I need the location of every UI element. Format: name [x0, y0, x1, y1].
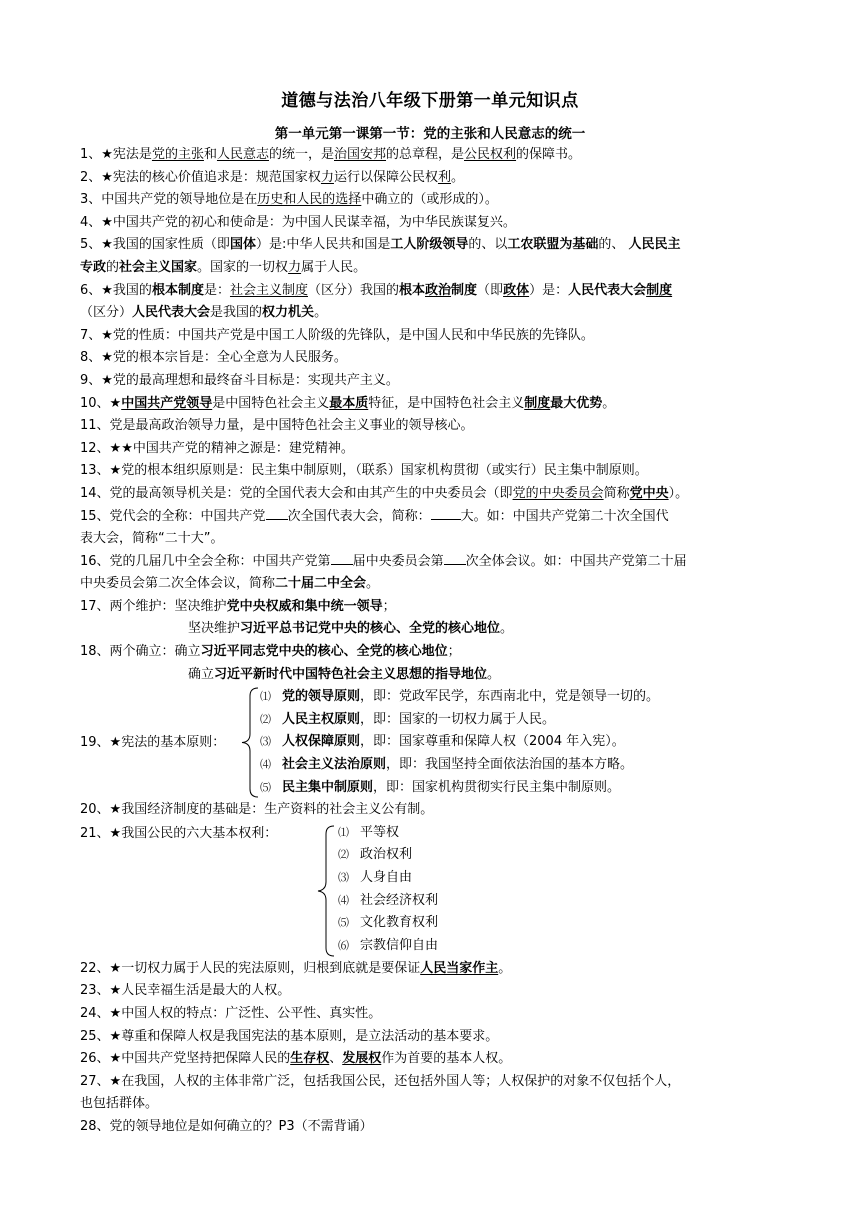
list-item: [80, 596, 780, 619]
list-item: [80, 618, 780, 641]
fill-blank: [331, 552, 353, 565]
text-segment: ★宪法是: [101, 147, 152, 162]
text-segment: 党的几届几中全会全称：中国共产党第: [109, 553, 331, 569]
emphasis-text: 党中央: [629, 485, 669, 501]
basic-rights-group: [80, 822, 780, 958]
sub-item: [260, 731, 659, 754]
text-segment: 作为首要的基本人权。: [381, 1051, 512, 1067]
list-item: [80, 370, 780, 393]
fill-blank: [444, 552, 466, 565]
item-number: 6、: [80, 282, 102, 298]
text-segment: （区分）我国的: [307, 282, 399, 298]
emphasis-text: 人民意志: [216, 147, 269, 162]
emphasis-text: 人民民主: [628, 237, 681, 253]
item-number: 8、: [80, 350, 102, 366]
item-number: 1、: [80, 147, 102, 162]
item-number: 24、: [80, 1006, 110, 1022]
text-segment: ★中国共产党的初心和使命是：为中国人民谋幸福，为中华民族谋复兴。: [101, 214, 516, 230]
list-item: [80, 167, 780, 190]
text-segment: ★★中国共产党的精神之源是：建党精神。: [109, 440, 354, 456]
text-segment: ，即：党政军民学，东西南北中，党是领导一切的。: [360, 689, 660, 705]
item-number: 16、: [80, 553, 110, 569]
sub-item-number: ⑸: [260, 780, 271, 794]
text-segment: ）是：: [529, 282, 569, 298]
emphasis-text: 最本质: [329, 395, 369, 411]
text-segment: 也包括群体。: [80, 1096, 159, 1112]
item-number: 23、: [80, 983, 110, 999]
emphasis-text: 社会主义法治原则: [282, 757, 387, 773]
text-segment: 特征，是中国特色社会主义: [368, 395, 525, 411]
text-segment: ★中国人权的特点：广泛性、公平性、真实性。: [109, 1006, 382, 1022]
emphasis-text: 人民主权原则: [282, 711, 361, 727]
item-number: 28、: [80, 1119, 110, 1134]
list-item: [80, 280, 780, 303]
text-segment: 政治权利: [360, 847, 413, 863]
text-segment: 和: [203, 147, 217, 162]
emphasis-text: 制度: [524, 395, 551, 411]
sub-item: [338, 867, 438, 890]
list-item: [80, 664, 780, 687]
item-number: 10、: [80, 395, 110, 411]
item-number: 2、: [80, 169, 102, 185]
list-item: [80, 325, 780, 348]
text-segment: ★在我国，人权的主体非常广泛，包括我国公民，还包括外国人等；人权保护的对象不仅包括个人，: [109, 1073, 681, 1089]
sub-item: [338, 935, 438, 958]
item-20: [80, 799, 780, 822]
text-segment: ★党的最高理想和最终奋斗目标是：实现共产主义。: [101, 372, 399, 388]
list-item: [80, 1116, 780, 1139]
text-segment: 是：: [203, 282, 230, 298]
text-segment: 大。如：中国共产党第二十次全国代: [460, 508, 669, 524]
item-number: 13、: [80, 463, 110, 479]
emphasis-text: 党中央权威和集中统一领导: [226, 598, 383, 614]
emphasis-text: 历史和人民的选择: [257, 192, 362, 208]
emphasis-text: 根本: [399, 282, 426, 298]
text-segment: ；: [447, 644, 461, 660]
text-segment: 次全国代表大会，简称：: [287, 508, 431, 524]
sub-item: [338, 844, 438, 867]
text-segment: 平等权: [360, 824, 400, 840]
emphasis-text: 习近平同志党中央的核心、全党的核心地位: [200, 644, 448, 660]
list-item: [80, 347, 780, 370]
text-segment: 的、: [598, 237, 629, 253]
text-segment: 。: [500, 621, 514, 637]
emphasis-text: 制度: [646, 282, 673, 298]
emphasis-text: 工农联盟为基础: [507, 237, 599, 253]
list-item: [80, 438, 780, 461]
emphasis-text: 政治: [425, 282, 452, 298]
text-segment: ，即：国家尊重和保障人权（2004 年入宪）。: [360, 734, 625, 750]
text-segment: 属于人民。: [301, 259, 367, 275]
emphasis-text: 社会主义国家: [119, 259, 198, 275]
text-segment: ★我国的: [101, 282, 152, 298]
fill-blank: [431, 507, 461, 520]
sub-item-number: ⑵: [338, 848, 349, 862]
list-item: [80, 1093, 780, 1116]
knowledge-list: [80, 144, 780, 1139]
text-segment: 简称: [603, 485, 630, 501]
emphasis-text: 党的领导原则: [282, 689, 361, 705]
list-item: [80, 528, 780, 551]
emphasis-text: 人民当家作主: [420, 960, 499, 976]
sub-item: [338, 912, 438, 935]
list-item: [80, 189, 780, 212]
text-segment: ★宪法的核心价值追求是：规范国家权: [101, 169, 321, 185]
sub-item-number: ⑵: [260, 712, 271, 726]
text-segment: 。: [314, 305, 328, 321]
list-item: [80, 1003, 780, 1026]
list-item: [80, 641, 780, 664]
item-number: 17、: [80, 598, 110, 614]
group-21-items: [338, 822, 438, 958]
list-item: [80, 393, 780, 416]
sub-item: [260, 777, 659, 800]
text-segment: 的保障书。: [516, 147, 582, 162]
emphasis-text: 人权保障原则: [282, 734, 361, 750]
group-21-label: 21、★我国公民的六大基本权利：: [80, 825, 278, 841]
text-segment: 确立: [188, 666, 215, 682]
emphasis-text: 党的主张: [151, 147, 204, 162]
text-segment: 中国共产党的领导地位是在: [101, 192, 258, 208]
emphasis-text: 最大优势: [550, 395, 603, 411]
text-segment: ，即：我国坚持全面依法治国的基本方略。: [386, 757, 634, 773]
list-item: [80, 506, 780, 529]
item-number: 14、: [80, 485, 110, 501]
list-item: [80, 980, 780, 1003]
list-item: [80, 415, 780, 438]
text-segment: 党代会的全称：中国共产党: [109, 508, 266, 524]
list-item: [80, 257, 780, 280]
text-segment: 宗教信仰自由: [360, 937, 439, 953]
item-number: 5、: [80, 237, 102, 253]
item-number: 22、: [80, 960, 110, 976]
text-segment: 党的领导地位是如何确立的？P3（不需背诵）: [109, 1119, 373, 1134]
constitution-principles-group: [80, 686, 780, 799]
text-segment: 两个维护：坚决维护: [109, 598, 227, 614]
text-segment: 是我国的: [210, 305, 263, 321]
text-segment: 中确立的（或形成的）。: [361, 192, 498, 208]
emphasis-text: 习近平新时代中国特色社会主义思想的指导地位: [214, 666, 488, 682]
list-item: [80, 483, 780, 506]
brace-icon: [240, 686, 260, 799]
emphasis-text: 制度: [451, 282, 478, 298]
text-segment: 的: [106, 259, 120, 275]
sub-item-number: ⑸: [338, 916, 349, 930]
fill-blank: [266, 507, 288, 520]
items-1-18: [80, 144, 780, 686]
text-segment: ★一切权力属于人民的宪法原则，归根到底就是要保证: [109, 960, 421, 976]
text-segment: 。: [498, 960, 512, 976]
list-item: [80, 144, 780, 167]
emphasis-text: 习近平总书记党中央的核心、全党的核心地位: [240, 621, 501, 637]
emphasis-text: 工人阶级领导: [390, 237, 469, 253]
sub-item: [260, 709, 659, 732]
text-segment: 中央委员会第二次全体会议，简称: [80, 576, 276, 592]
list-item: [80, 799, 780, 822]
sub-item: [260, 686, 659, 709]
text-segment: ★中国共产党坚持把保障人民的: [109, 1051, 291, 1067]
list-item: [80, 234, 780, 257]
item-number: 25、: [80, 1028, 110, 1044]
text-segment: 。: [487, 666, 501, 682]
text-segment: ，即：国家机构贯彻实行民主集中制原则。: [373, 779, 621, 795]
items-22-28: [80, 958, 780, 1139]
text-segment: ★党的性质：中国共产党是中国工人阶级的先锋队，是中国人民和中华民族的先锋队。: [101, 327, 594, 343]
item-number: 4、: [80, 214, 102, 230]
emphasis-text: 权力机关: [262, 305, 315, 321]
text-segment: （即: [477, 282, 504, 298]
text-segment: 。: [450, 169, 464, 185]
list-item: [80, 573, 780, 596]
item-number: 26、: [80, 1051, 110, 1067]
text-segment: 。: [602, 395, 616, 411]
text-segment: 坚决维护: [188, 621, 241, 637]
list-item: [80, 1026, 780, 1049]
list-item: [80, 1048, 780, 1071]
sub-item-number: ⑴: [260, 690, 271, 704]
emphasis-text: 国体: [229, 237, 256, 253]
text-segment: 社会经济权利: [360, 892, 439, 908]
item-number: 9、: [80, 372, 102, 388]
text-segment: ★我国经济制度的基础是：生产资料的社会主义公有制。: [109, 802, 434, 818]
sub-item-number: ⑶: [260, 735, 271, 749]
sub-item-number: ⑴: [338, 825, 349, 839]
list-item: [80, 212, 780, 235]
text-segment: 文化教育权利: [360, 915, 439, 931]
sub-item-number: ⑶: [338, 871, 349, 885]
text-segment: ★我国的国家性质（即: [101, 237, 230, 253]
text-segment: （区分）: [80, 305, 133, 321]
list-item: [80, 551, 780, 574]
emphasis-text: 人民代表大会: [132, 305, 211, 321]
text-segment: ★: [109, 395, 122, 411]
list-item: [80, 302, 780, 325]
text-segment: 次全体会议。如：中国共产党第二十届: [465, 553, 687, 569]
text-segment: 、: [329, 1051, 343, 1067]
emphasis-text: 专政: [80, 259, 107, 275]
text-segment: ★党的根本组织原则是：民主集中制原则，（联系）国家机构贯彻（或实行）民主集中制原则。: [109, 463, 648, 479]
emphasis-text: 民主集中制原则: [282, 779, 374, 795]
emphasis-text: 政体: [503, 282, 530, 298]
emphasis-text: 利: [437, 169, 451, 185]
sub-item-number: ⑷: [260, 758, 271, 772]
sub-item: [338, 890, 438, 913]
group-19-label: 19、★宪法的基本原则：: [80, 735, 226, 751]
text-segment: 运行以保障公民权: [333, 169, 438, 185]
text-segment: ；: [382, 598, 396, 614]
emphasis-text: 二十届二中全会: [275, 576, 367, 592]
text-segment: 。国家的一切权: [197, 259, 289, 275]
item-number: 20、: [80, 802, 110, 818]
item-number: 18、: [80, 644, 110, 660]
text-segment: 两个确立：确立: [109, 644, 201, 660]
text-segment: 党是最高政治领导力量，是中国特色社会主义事业的领导核心。: [109, 418, 474, 434]
text-segment: 党的最高领导机关是：党的全国代表大会和由其产生的中央委员会（即: [109, 485, 513, 501]
text-segment: 。: [366, 576, 380, 592]
item-number: 7、: [80, 327, 102, 343]
text-segment: ★尊重和保障人权是我国宪法的基本原则，是立法活动的基本要求。: [109, 1028, 499, 1044]
text-segment: 的、以: [468, 237, 508, 253]
section-subtitle: 第一单元第一课第一节：党的主张和人民意志的统一: [274, 126, 586, 142]
emphasis-text: 力: [288, 259, 302, 275]
emphasis-text: 党的中央委员会: [512, 485, 604, 501]
list-item: [80, 958, 780, 981]
emphasis-text: 根本制度: [151, 282, 204, 298]
text-segment: 届中央委员会第: [352, 553, 444, 569]
text-segment: ★人民幸福生活是最大的人权。: [109, 983, 291, 999]
item-number: 15、: [80, 508, 110, 524]
document-title: 道德与法治八年级下册第一单元知识点: [281, 91, 579, 111]
text-segment: 是中国特色社会主义: [212, 395, 330, 411]
emphasis-text: 治国安邦: [334, 147, 387, 162]
item-number: 27、: [80, 1073, 110, 1089]
text-segment: ）是:中华人民共和国是: [255, 237, 391, 253]
text-segment: ）。: [668, 485, 689, 501]
emphasis-text: 中国共产党领导: [121, 395, 213, 411]
emphasis-text: 社会主义制度: [229, 282, 308, 298]
sub-item-number: ⑷: [338, 893, 349, 907]
emphasis-text: 发展权: [342, 1051, 382, 1067]
list-item: [80, 1071, 780, 1094]
text-segment: 人身自由: [360, 870, 413, 886]
sub-item: [260, 754, 659, 777]
group-19-items: [260, 686, 659, 799]
emphasis-text: 力: [320, 169, 334, 185]
emphasis-text: 生存权: [290, 1051, 330, 1067]
text-segment: 的总章程，是: [386, 147, 465, 162]
sub-item: [338, 822, 438, 845]
emphasis-text: 公民权利: [464, 147, 517, 162]
brace-icon: [316, 824, 336, 958]
text-segment: 表大会，简称“二十大”。: [80, 531, 224, 547]
item-number: 3、: [80, 192, 102, 208]
sub-item-number: ⑹: [338, 938, 349, 952]
emphasis-text: 人民代表大会: [568, 282, 647, 298]
item-number: 12、: [80, 440, 110, 456]
text-segment: ，即：国家的一切权力属于人民。: [360, 711, 556, 727]
text-segment: ★党的根本宗旨是：全心全意为人民服务。: [101, 350, 347, 366]
text-segment: 的统一，是: [268, 147, 334, 162]
item-number: 11、: [80, 418, 110, 434]
list-item: [80, 460, 780, 483]
